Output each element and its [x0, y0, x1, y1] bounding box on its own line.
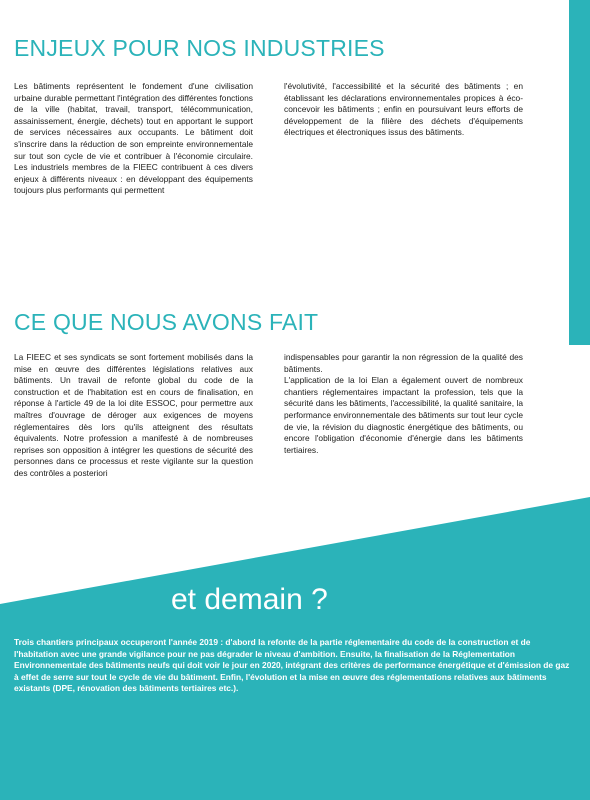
enjeux-paragraph-left: Les bâtiments représentent le fondement d'une civilisation urbaine durable permettant l'intégration des différentes fonctions de la ville (habitat, travail, transport, télécommunication, assainissement, énergie, déchets) tout en apportant le support de services nécessaires aux occupants. Le bâtiment doit s'inscrire dans la réduction de son empreinte environnementale sur tout son cycle de vie et contribuer à l'économie circulaire. Les industriels membres de la FIEEC contribuent à ces divers enjeux à différents niveaux : en développant des équipements toujours plus performants qui permettent — [14, 81, 253, 196]
section-title-enjeux: ENJEUX POUR NOS INDUSTRIES — [14, 35, 385, 61]
fait-column-right — [284, 352, 523, 456]
fait-paragraph-right-2: L'application de la loi Elan a également ouvert de nombreux chantiers réglementaires impactant la profession, tels que la sécurité dans les bâtiments, l'accessibilité, la qualité sanitaire, la performance environnementale des bâtiments sur tout leur cycle de vie, la révision du diagnostic énergétique des bâtiments, ou encore l'obligation d'économie d'énergie dans les bâtiments tertiaires. — [284, 375, 523, 455]
fait-paragraph-left: La FIEEC et ses syndicats se sont fortement mobilisés dans la mise en œuvre des différentes législations relatives aux bâtiments. Un travail de refonte global du code de la construction et de l'habitation est en cours de finalisation, en réponse à l'article 49 de la loi dite ESSOC, pour permettre aux maîtres d'ouvrage de déroger aux exigences de moyens réglementaires dès lors qu'ils atteignent des résultats équivalents. Notre profession a manifesté à de nombreuses reprises son opposition à intégrer les questions de sécurité des personnes dans ce processus et reste vigilante sur la question des contrôles a posteriori — [14, 352, 253, 478]
demain-paragraph: Trois chantiers principaux occuperont l'année 2019 : d'abord la refonte de la partie réglementaire du code de la construction et de l'habitation avec une grande vigilance pour ne pas dégrader le niveau d'ambition. Ensuite, la finalisation de la Réglementation Environnementale des bâtiments neufs qui doit voir le jour en 2020, intégrant des critères de performance énergétique et d'émission de gaz à effet de serre sur tout le cycle de vie du bâtiment. Enfin, l'évolution et la mise en œuvre des réglementations relatives aux bâtiments existants (DPE, rénovation des bâtiments tertiaires etc.). — [14, 637, 570, 694]
section-title-demain: et demain ? — [171, 583, 328, 616]
fait-column-left — [14, 352, 253, 480]
fait-paragraph-right-1: indispensables pour garantir la non régression de la qualité des bâtiments. — [284, 352, 523, 374]
corner-accent-band — [569, 0, 590, 345]
section-title-fait: CE QUE NOUS AVONS FAIT — [14, 309, 319, 335]
enjeux-column-right — [284, 81, 523, 139]
enjeux-paragraph-right: l'évolutivité, l'accessibilité et la sécurité des bâtiments ; en établissant les déclarations environnementales propices à éco-concevoir les bâtiments ; enfin en poursuivant leurs efforts de développement de la filière des déchets d'équipements électriques et électroniques issus des bâtiments. — [284, 81, 523, 138]
enjeux-column-left — [14, 81, 253, 197]
